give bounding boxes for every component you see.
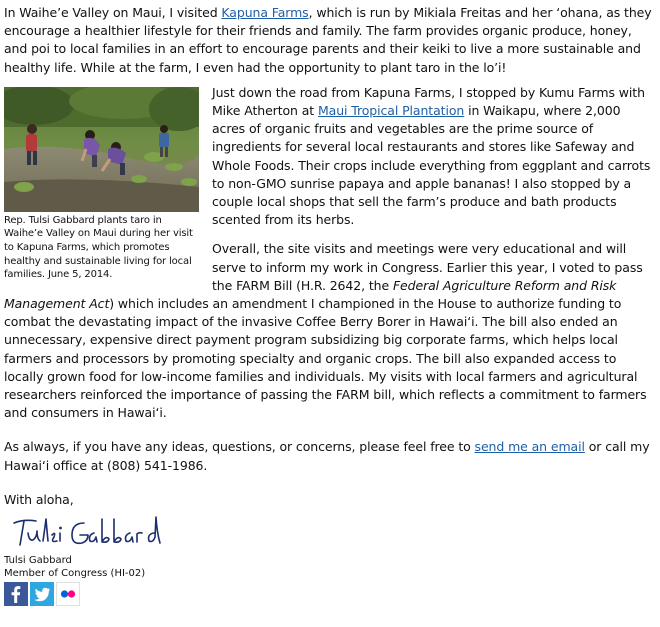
photo-figure (4, 87, 200, 282)
send-email-link[interactable]: send me an email (474, 439, 585, 455)
social-links (4, 582, 652, 606)
paragraph-text: in Waikapu, where 2,000 acres of organic fruits and vegetables are the prime source of ingredients for several local restaurants and stores like Safeway and Whole Foods. Their crops include everything from eggplant and carrots to non-GMO sunrise papaya and apple bananas! I also stopped by a couple local shops that sell the farm’s produce and bath products scented from its herbs. (212, 103, 651, 228)
facebook-icon[interactable] (4, 582, 28, 606)
paragraph-text: ) which includes an amendment I championed in the House to authorize funding to combat the devastating impact of the invasive Coffee Berry Borer in Hawai‘i. The bill also ended an unnecessary, expensive direct payment program subsidizing big corporate farms, which helps local farmers and processors by promoting specialty and organic crops. The bill also expanded access to locally grown food for low-income families and individuals. My visits with local farmers and agricultural researchers reinforced the importance of passing the FARM bill, which reflects a commitment to farmers and consumers in Hawai‘i. (4, 296, 647, 421)
paragraph-text: or call my Hawai‘i office at (808) 541-1986. (4, 439, 650, 473)
paragraph-contact (4, 438, 652, 474)
paragraph-text: Overall, the site visits and meetings were very educational and will serve to inform my work in Congress. Earlier this year, I voted to pass the FARM Bill (H.R. 2642, the (212, 241, 643, 293)
flickr-icon[interactable] (56, 582, 80, 606)
paragraph-text: Just down the road from Kapuna Farms, I stopped by Kumu Farms with Mike Atherton at (212, 84, 645, 119)
paragraph-text: , which is run by Mikiala Freitas and her ‘ohana, as they encourage a healthier lifestyle for their friends and family. The farm provides organic produce, honey, and poi to local families in an effort to encourage parents and their keiki to live a more sustainable and healthy life. While at the farm, I even had the opportunity to plant taro in the lo’i! (4, 5, 652, 75)
maui-tropical-plantation-link[interactable]: Maui Tropical Plantation (317, 103, 465, 119)
signer-title: Member of Congress (HI-02) (4, 567, 146, 579)
paragraph-text: In Waihe’e Valley on Maui, I visited (4, 5, 222, 20)
handwritten-signature (10, 513, 170, 551)
paragraph-text: As always, if you have any ideas, questions, or concerns, please feel free to (4, 439, 475, 455)
signer-name: Tulsi Gabbard (4, 555, 72, 567)
closing-salutation: With aloha, (4, 491, 74, 507)
bill-title-italic: Federal Agriculture Reform and Risk Management Act (4, 277, 617, 312)
photo-caption: Rep. Tulsi Gabbard plants taro in Waihe’e Valley on Maui during her visit to Kapuna Farms, which promotes healthy and sustainable living for local families. June 5, 2014. (4, 214, 193, 281)
taro-planting-photo (4, 87, 199, 212)
paragraph-intro (4, 4, 652, 77)
signature-block (4, 555, 652, 580)
twitter-icon[interactable] (30, 582, 54, 606)
kapuna-farms-link[interactable]: Kapuna Farms (221, 5, 309, 20)
